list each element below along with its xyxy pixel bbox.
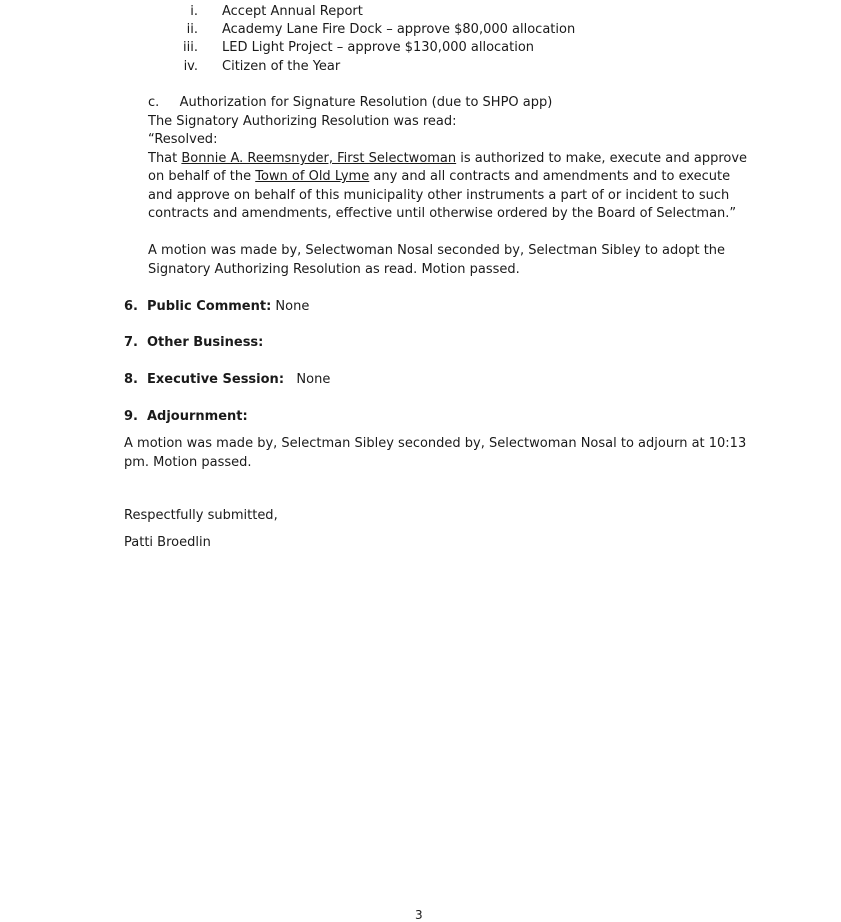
resolution-text: on behalf of the xyxy=(148,169,256,184)
resolution-read-line: The Signatory Authorizing Resolution was read: xyxy=(148,114,457,129)
item-c-letter: c. xyxy=(148,95,160,110)
list-item-text: Academy Lane Fire Dock – approve $80,000 allocation xyxy=(222,22,576,37)
section-number: 6. xyxy=(124,299,138,314)
motion-paragraph: Signatory Authorizing Resolution as read. Motion passed. xyxy=(148,262,520,277)
closing-line: Respectfully submitted, xyxy=(124,508,278,523)
resolution-text: That xyxy=(148,151,182,166)
page-number: 3 xyxy=(415,908,423,922)
item-c-heading xyxy=(148,94,552,112)
resolution-text: is authorized to make, execute and approve xyxy=(456,151,748,166)
adjourn-motion: A motion was made by, Selectman Sibley seconded by, Selectwoman Nosal to adjourn at 10:13 xyxy=(124,436,747,451)
section-public-comment xyxy=(124,298,309,316)
town-name: Town of Old Lyme xyxy=(255,169,370,184)
adjourn-motion: pm. Motion passed. xyxy=(124,455,252,470)
section-executive-session xyxy=(124,371,330,389)
section-value: None xyxy=(284,372,331,387)
list-item-text: LED Light Project – approve $130,000 allocation xyxy=(222,40,535,55)
resolution-line-1 xyxy=(148,150,747,168)
section-other-business xyxy=(124,334,263,352)
resolution-line-3: and approve on behalf of this municipality other instruments a part of or incident to such xyxy=(148,188,730,203)
section-adjournment xyxy=(124,408,248,426)
motion-paragraph: A motion was made by, Selectwoman Nosal seconded by, Selectman Sibley to adopt the xyxy=(148,243,726,258)
section-title: Other Business: xyxy=(146,335,264,350)
resolution-text: any and all contracts and amendments and to execute xyxy=(369,169,731,184)
authorized-person: Bonnie A. Reemsnyder, First Selectwoman xyxy=(181,151,457,166)
list-item-number: iii. xyxy=(183,40,198,55)
item-c-text: Authorization for Signature Resolution (due to SHPO app) xyxy=(179,95,553,110)
list-item-text: Accept Annual Report xyxy=(222,4,363,19)
section-number: 8. xyxy=(124,372,138,387)
section-title: Public Comment: xyxy=(146,299,272,314)
resolved-label: “Resolved: xyxy=(148,132,218,147)
section-number: 9. xyxy=(124,409,138,424)
resolution-line-2 xyxy=(148,168,730,186)
list-item-number: iv. xyxy=(183,59,198,74)
resolution-line-4: contracts and amendments, effective until otherwise ordered by the Board of Selectman.” xyxy=(148,206,737,221)
section-title: Executive Session: xyxy=(146,372,285,387)
list-item-text: Citizen of the Year xyxy=(222,59,341,74)
list-item-number: ii. xyxy=(186,22,198,37)
section-value: None xyxy=(271,299,310,314)
signature-name: Patti Broedlin xyxy=(124,535,211,550)
list-item-number: i. xyxy=(190,4,198,19)
section-title: Adjournment: xyxy=(146,409,248,424)
section-number: 7. xyxy=(124,335,138,350)
